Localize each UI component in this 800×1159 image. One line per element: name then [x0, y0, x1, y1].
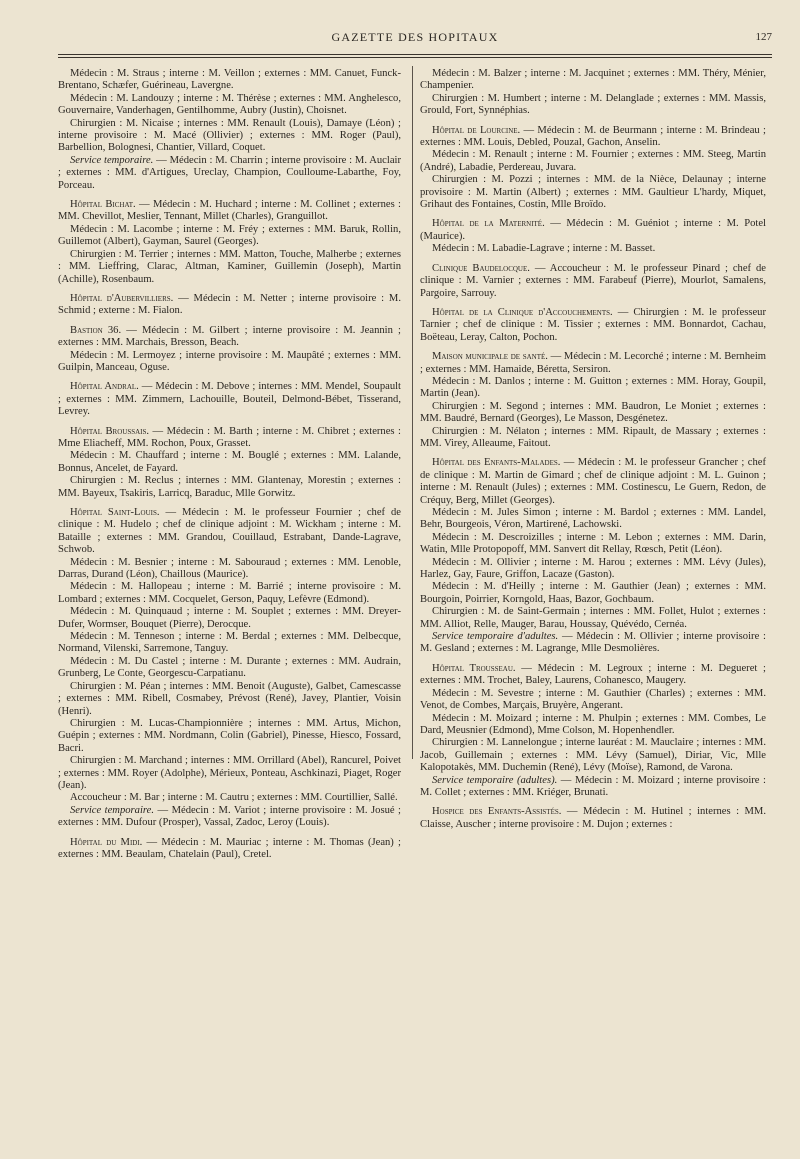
paragraph — [58, 224, 401, 249]
paragraph — [420, 737, 766, 774]
paragraph — [58, 199, 401, 224]
paragraph-text: — Médecin : M. le professeur Grancher ; chef de clinique : M. Martin de Gimard ; chef de clinique adjoint : M. L. Guinon ; interne : M. Renault (Jules) ; externes : MM. Costinescu, Le Guern, Redon, de Créquy, Berg, Millet (Georges). — [420, 457, 766, 506]
page-number: 127 — [755, 31, 772, 43]
paragraph — [420, 688, 766, 713]
paragraph-text: Médecin : M. Moizard ; interne : M. Phulpin ; externes : MM. Combes, Le Dard, Meusnier (Edmond), Mme Colson, M. Hopenhendler. — [420, 712, 766, 736]
paragraph — [420, 149, 766, 174]
paragraph-text: — Médecin : M. Legroux ; interne : M. Degueret ; externes : MM. Trochet, Baley, Laurens, Cohanesco, Maugery. — [420, 662, 766, 687]
paragraph — [420, 581, 766, 606]
paragraph — [420, 426, 766, 451]
section-heading: Hôpital des Enfants-Malades. — [432, 457, 561, 469]
paragraph — [58, 381, 401, 418]
paragraph-text: Accoucheur : M. Bar ; interne : M. Cautru ; externes : MM. Courtillier, Sallé. — [70, 792, 398, 804]
section-heading: Hôpital Broussais. — [70, 425, 150, 437]
paragraph-text: — Médecin : M. Variot ; interne provisoire : M. Josué ; externes : MM. Dufour (Prosper), Vassal, Zadoc, Leroy (Louis). — [58, 804, 402, 829]
section-heading: Clinique Baudelocque. — [432, 262, 530, 274]
section-heading: Hôpital de la Clinique d'Accouchements. — [432, 306, 613, 318]
paragraph — [420, 557, 766, 582]
section-heading: Hôpital de la Maternité. — [432, 218, 545, 230]
paragraph-text: Médecin : M. Besnier ; interne : M. Sabouraud ; externes : MM. Lenoble, Darras, Durand (Léon), Chaillous (Maurice). — [58, 556, 401, 581]
paragraph — [58, 718, 401, 755]
paragraph-text: — Médecin : M. le professeur Fournier ; chef de clinique : M. Hudelo ; chef de clinique adjoint : M. Wickham ; interne : M. Bataille ; externes : MM. Grandou, Couillaud, Estrabant, Dande-Lagrave, Schwob. — [58, 507, 402, 556]
paragraph-text: — Médecin : M. Barth ; interne : M. Chibret ; externes : Mme Eliacheff, MM. Rochon, Poux, Grasset. — [58, 425, 401, 449]
paragraph — [420, 93, 766, 118]
paragraph — [58, 581, 401, 606]
paragraph-text: — Médecin : M. Netter ; interne provisoire : M. Schmid ; externe : M. Fialon. — [58, 292, 401, 317]
paragraph-text: — Médecin : M. Hutinel ; internes : MM. Claisse, Auscher ; interne provisoire : M. Dujon ; externes : — [420, 806, 766, 830]
paragraph-text: — Médecin : M. Ollivier ; interne provisoire : M. Gesland ; externes : M. Lagrange, Mlle Desmolières. — [420, 631, 766, 655]
paragraph — [58, 681, 401, 718]
paragraph — [420, 457, 766, 507]
section-heading: Service temporaire. — [70, 154, 154, 166]
paragraph — [420, 243, 766, 255]
paragraph-text: Médecin : M. Danlos ; interne : M. Guitton ; externes : MM. Horay, Goupil, Martin (Jean). — [420, 375, 766, 400]
paragraph-text: Médecin : M. Lermoyez ; interne provisoire : M. Maupâté ; externes : MM. Guilpin, Manceau, Oguse. — [58, 349, 401, 373]
paragraph — [420, 713, 766, 738]
paragraph — [420, 307, 766, 344]
paragraph — [420, 663, 766, 688]
paragraph — [420, 775, 766, 800]
paragraph-text: Médecin : M. Ollivier ; interne : M. Harou ; externes : MM. Lévy (Jules), Harlez, Gay, Faure, Griffon, Lacaze (Gaston). — [420, 556, 766, 581]
section-heading: Hôpital de Lourcine. — [432, 124, 521, 136]
paragraph-text: — Chirurgien : M. le professeur Tarnier ; chef de clinique : M. Tissier ; externes : MM. Bonnardot, Cachau, Boëteau, Leray, Calton, Pochon. — [420, 306, 766, 343]
section-heading: Service temporaire (adultes). — [432, 774, 558, 786]
paragraph — [420, 174, 766, 211]
section-heading: Hôpital Saint-Louis. — [70, 507, 160, 518]
paragraph — [58, 293, 401, 318]
paragraph-text: Médecin : M. Straus ; interne : M. Veillon ; externes : MM. Canuet, Funck-Brentano, Schæfer, Guérineau, Lavergne. — [58, 68, 401, 92]
paragraph — [420, 376, 766, 401]
paragraph-text: Chirurgien : M. Segond ; internes : MM. Baudron, Le Moniet ; externes : MM. Baudré, Bernard (Georges), Le Masson, Desgénetez. — [420, 400, 766, 425]
paragraph-text: — Médecin : M. Mauriac ; interne : M. Thomas (Jean) ; externes : MM. Beaulam, Chatelain (Paul), Cretel. — [58, 836, 401, 860]
paragraph — [58, 606, 401, 631]
paragraph — [58, 755, 401, 792]
paragraph-text: Médecin : M. Quinquaud ; interne : M. Souplet ; externes : MM. Dreyer-Dufer, Wormser, Bouquet (Pierre), Derocque. — [58, 606, 401, 630]
paragraph — [58, 93, 401, 118]
paragraph-text: Chirurgien : M. Nélaton ; internes : MM. Ripault, de Massary ; externes : MM. Virey, Alleaume, Faitout. — [420, 425, 766, 449]
paragraph-text: Chirurgien : M. Lucas-Championnière ; internes : MM. Artus, Michon, Guépin ; externes : MM. Nordmann, Colin (Gabriel), Pinesse, Hiesco, Fossard, Bacri. — [58, 717, 401, 754]
paragraph — [58, 631, 401, 656]
paragraph — [58, 656, 401, 681]
paragraph-text: — Médecin : M. Debove ; internes : MM. Mendel, Soupault ; externes : MM. Zimmern, Lachouille, Bouteil, Delmond-Bébet, Tisserand, Levrey. — [58, 381, 401, 418]
paragraph-text: Chirurgien : M. Péan ; internes : MM. Benoit (Auguste), Galbet, Camescasse ; externes : MM. Ribell, Cosmabey, Prévost (René), Javey, Plantier, Voisin (Henri). — [58, 680, 401, 717]
paragraph — [58, 325, 401, 350]
paragraph — [58, 450, 401, 475]
paragraph-text: — Médecin : M. Gilbert ; interne provisoire : M. Jeannin ; externes : MM. Marchais, Bresson, Beach. — [58, 324, 401, 349]
paragraph — [58, 805, 401, 830]
header-rule-top — [58, 54, 772, 55]
paragraph — [58, 68, 401, 93]
paragraph-text: Médecin : M. Labadie-Lagrave ; interne : M. Basset. — [432, 243, 656, 255]
section-heading: Bastion 36. — [70, 324, 122, 336]
paragraph — [420, 401, 766, 426]
paragraph-text: Chirurgien : M. Reclus ; internes : MM. Glantenay, Morestin ; externes : MM. Bayeux, Tsakiris, Larricq, Baraduc, Mlle Gorwitz. — [58, 475, 401, 499]
paragraph-text: Médecin : M. Descroizilles ; interne : M. Lebon ; externes : MM. Darin, Watin, Mlle Protopopoff, MM. Sanvert dit Rellay, Rœsch, Petit (Léon). — [420, 531, 766, 556]
paragraph — [58, 507, 401, 557]
paragraph — [420, 263, 766, 300]
paragraph-text: — Médecin : M. Charrin ; interne provisoire : M. Auclair ; externes : MM. d'Artigues, Ureclay, Champion, Coulloume-Labarthe, Foy, Porceau. — [58, 154, 401, 191]
paragraph — [58, 557, 401, 582]
section-heading: Service temporaire d'adultes. — [432, 631, 559, 643]
paragraph — [420, 631, 766, 656]
section-heading: Maison municipale de santé. — [432, 351, 548, 363]
paragraph-text: Chirurgien : M. Humbert ; interne : M. Delanglade ; externes : MM. Massis, Grould, Fort, Synnéphias. — [420, 92, 766, 117]
paragraph-text: Médecin : M. Sevestre ; interne : M. Gauthier (Charles) ; externes : MM. Venot, de Combes, Marçais, Bruyère, Angerant. — [420, 687, 766, 712]
paragraph-text: Médecin : M. Jules Simon ; interne : M. Bardol ; externes : MM. Landel, Behr, Bourgeois, Véron, Martirené, Lachowski. — [420, 507, 766, 531]
paragraph-text: Médecin : M. Hallopeau ; interne : M. Barrié ; interne provisoire : M. Lombard ; externes : MM. Cocquelet, Gerson, Paquy, Lefèvre (Edmond). — [58, 581, 401, 605]
paragraph — [420, 351, 766, 376]
paragraph — [420, 606, 766, 631]
paragraph-text: Médecin : M. Balzer ; interne : M. Jacquinet ; externes : MM. Théry, Ménier, Champenier. — [420, 68, 766, 92]
paragraph-text: Chirurgien : M. de Saint-Germain ; internes : MM. Follet, Hulot ; externes : MM. Alliot, Relle, Mauger, Barau, Houssay, Quévédo, Cernéa. — [420, 606, 766, 630]
paragraph-text: — Médecin : M. Lecorché ; interne : M. Bernheim ; externes : MM. Hamaide, Béretta, Sersiron. — [420, 351, 767, 375]
paragraph — [58, 118, 401, 155]
page-header — [58, 30, 772, 50]
paragraph — [420, 218, 766, 243]
section-heading: Hôpital Trousseau. — [432, 662, 516, 674]
paragraph-text: Médecin : M. Chauffard ; interne : M. Bouglé ; externes : MM. Lalande, Bonnus, Ancelet, de Fayard. — [58, 450, 401, 474]
paragraph-text: — Accoucheur : M. le professeur Pinard ; chef de clinique : M. Varnier ; externes : MM. Farabeuf (Pierre), Mourlot, Samalens, Pargoire, Sarrouy. — [420, 262, 766, 299]
paragraph-text: — Médecin : M. Huchard ; interne : M. Collinet ; externes : MM. Chevillot, Meslier, Tennant, Millet (Charles), Granguillot. — [58, 199, 401, 223]
paragraph — [420, 806, 766, 831]
paragraph-text: Médecin : M. Lacombe ; interne : M. Fréy ; externes : MM. Baruk, Rollin, Guillemot (Albert), Gayman, Saurel (Georges). — [58, 223, 401, 248]
paragraph — [420, 125, 766, 150]
paragraph — [420, 507, 766, 532]
paragraph-text: Médecin : M. d'Heilly ; interne : M. Gauthier (Jean) ; externes : MM. Bourgoin, Poirrier, Korngold, Haas, Bazor, Gochbaum. — [420, 581, 766, 605]
left-column — [58, 68, 401, 861]
paragraph — [58, 350, 401, 375]
header-rule-bottom — [58, 57, 772, 58]
paragraph-text: Médecin : M. Tenneson ; interne : M. Berdal ; externes : MM. Delbecque, Normand, Vilenski, Sarremone, Tanguy. — [58, 631, 401, 655]
section-heading: Hôpital Bichat. — [70, 199, 136, 211]
paragraph — [58, 792, 401, 804]
paragraph-text: — Médecin : M. Guéniot ; interne : M. Potel (Maurice). — [420, 218, 766, 242]
section-heading: Hôpital du Midi. — [70, 836, 143, 848]
paragraph-text: Chirurgien : M. Marchand ; internes : MM. Orrillard (Abel), Rancurel, Poivet ; externes : MM. Royer (Adolphe), Mérieux, Ponteau, Aschkinazi, Piaget, Roger (Jean). — [58, 755, 401, 791]
paragraph — [58, 155, 401, 192]
paragraph — [420, 532, 766, 557]
paragraph-text: Chirurgien : M. Terrier ; internes : MM. Matton, Touche, Malherbe ; externes : MM. Lieffring, Clarac, Altman, Kaminer, Guillemin (Joseph), Martin (Achille), Rosenbaum. — [58, 248, 401, 285]
section-heading: Service temporaire. — [70, 804, 154, 816]
paragraph-text: Médecin : M. Landouzy ; interne : M. Thérèse ; externes : MM. Anghelesco, Gouvernaire, Vanderhagen, Gentilhomme, Aubry (Justin), Choisnet. — [58, 92, 401, 117]
paragraph-text: Médecin : M. Du Castel ; interne : M. Durante ; externes : MM. Audrain, Grunberg, Le Conte, Georgescu-Carpatianu. — [58, 655, 401, 680]
page-title: GAZETTE DES HOPITAUX — [331, 30, 499, 44]
paragraph-text: — Médecin : M. Moizard ; interne provisoire : M. Collet ; externes : MM. Kriéger, Brunati. — [420, 774, 766, 798]
column-divider — [412, 66, 413, 759]
paragraph — [420, 68, 766, 93]
right-column — [420, 68, 766, 831]
paragraph — [58, 837, 401, 862]
section-heading: Hospice des Enfants-Assistés. — [432, 806, 562, 818]
section-heading: Hôpital d'Aubervilliers. — [70, 292, 174, 304]
paragraph-text: Chirurgien : M. Nicaise ; internes : MM. Renault (Louis), Damaye (Léon) ; interne provisoire : M. Macé (Ollivier) ; externes : MM. Roger (Paul), Barbellion, Bolognesi, Chantier, Villard, Coquet. — [58, 117, 401, 154]
paragraph-text: Chirurgien : M. Lannelongue ; interne lauréat : M. Mauclaire ; internes : MM. Jacob, Guillemain ; externes : MM. Lévy (Samuel), Diriar, Vic, Mlle Kalopotakès, MM. Duchemin (René), Lévy (Moïse), Ramond, de Varona. — [420, 737, 766, 774]
paragraph-text: Médecin : M. Renault ; interne : M. Fournier ; externes : MM. Steeg, Martin (André), Labadie, Perdereau, Juvara. — [420, 149, 766, 173]
paragraph — [58, 249, 401, 286]
paragraph — [58, 426, 401, 451]
paragraph-text: — Médecin : M. de Beurmann ; interne : M. Brindeau ; externes : MM. Louis, Debled, Pouzal, Gachon, Anselin. — [420, 124, 766, 149]
paragraph-text: Chirurgien : M. Pozzi ; internes : MM. de la Nièce, Delaunay ; interne provisoire : M. Martin (Albert) ; externes : MM. Gaultieur L'hardy, Miquet, Grihaut des Fontaines, Costin, Mlle Broïdo. — [420, 174, 766, 211]
paragraph — [58, 475, 401, 500]
section-heading: Hôpital Andral. — [70, 381, 139, 393]
